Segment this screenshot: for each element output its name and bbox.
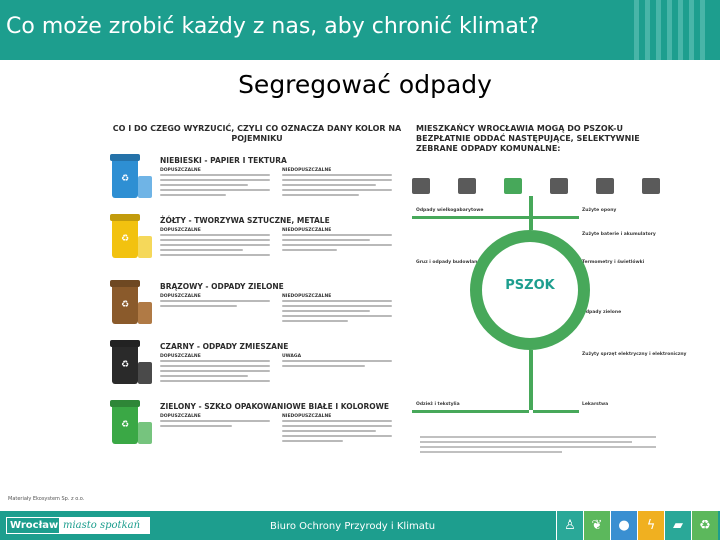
black-bin-icon: ♻ <box>112 344 138 384</box>
brown-bin-icon: ♻ <box>112 284 138 324</box>
item-label: Zużyte baterie i akumulatory <box>582 232 656 237</box>
allowed-heading: DOPUSZCZALNE <box>160 228 201 233</box>
bookcase-icon <box>458 178 476 194</box>
recycle-icon: ♻ <box>691 511 718 540</box>
bin-label: BRĄZOWY - ODPADY ZIELONE <box>160 282 284 291</box>
bin-row-yellow <box>112 216 402 274</box>
allowed-list <box>160 300 270 336</box>
item-label: Zużyte opony <box>582 208 617 213</box>
allowed-list <box>160 174 270 210</box>
slide-subtitle: Segregować odpady <box>238 70 492 99</box>
connector-line <box>533 216 579 219</box>
footer-office-name: Biuro Ochrony Przyrody i Klimatu <box>270 521 436 532</box>
paint-can-icon <box>596 178 614 194</box>
forbidden-heading: NIEDOPUSZCZALNE <box>282 414 332 419</box>
forbidden-heading: NIEDOPUSZCZALNE <box>282 294 332 299</box>
connector-line <box>412 216 529 219</box>
person-icon: ♙ <box>556 511 583 540</box>
footer-icons <box>556 511 720 540</box>
forbidden-list <box>282 420 392 456</box>
logo-city: Wrocław <box>7 518 59 533</box>
brown-bin-small-icon <box>138 302 152 324</box>
allowed-list <box>160 360 270 396</box>
item-label: Gruz i odpady budowlane <box>416 260 481 265</box>
header-decoration <box>634 0 714 60</box>
allowed-heading: DOPUSZCZALNE <box>160 354 201 359</box>
forbidden-heading: NIEDOPUSZCZALNE <box>282 168 332 173</box>
yellow-bin-small-icon <box>138 236 152 258</box>
black-bin-small-icon <box>138 362 152 384</box>
bin-row-brown <box>112 282 402 340</box>
bin-label: CZARNY - ODPADY ZMIESZANE <box>160 342 289 351</box>
battery-icon <box>642 178 660 194</box>
connector-line <box>412 410 529 413</box>
bin-row-green <box>112 402 402 460</box>
connector-line <box>529 350 533 410</box>
connector-line <box>533 410 579 413</box>
allowed-heading: DOPUSZCZALNE <box>160 168 201 173</box>
green-bin-icon: ♻ <box>112 404 138 444</box>
arrow-down-icon <box>504 178 522 194</box>
pszok-label: PSZOK <box>505 278 555 293</box>
allowed-list <box>160 234 270 270</box>
bin-panel-title: CO I DO CZEGO WYRZUCIĆ, CZYLI CO OZNACZA DANY KOLOR NA POJEMNIKU <box>112 124 402 143</box>
allowed-heading: DOPUSZCZALNE <box>160 294 201 299</box>
logo-slogan: miasto spotkań <box>59 518 149 533</box>
source-note: Materiały Ekosystem Sp. z o.o. <box>8 496 85 502</box>
green-bin-small-icon <box>138 422 152 444</box>
forbidden-list <box>282 234 392 270</box>
pszok-title: MIESZKAŃCY WROCŁAWIA MOGĄ DO PSZOK-U BEZPŁATNIE ODDAĆ NASTĘPUJĄCE, SELEKTYWNIE ZEBRANE ODPADY KOMUNALNE: <box>416 124 640 153</box>
item-label: Termometry i świetlówki <box>582 260 645 265</box>
bin-label: ŻÓŁTY - TWORZYWA SZTUCZNE, METALE <box>160 216 330 225</box>
leaf-icon: ❦ <box>583 511 610 540</box>
yellow-bin-icon: ♻ <box>112 218 138 258</box>
warning-heading: UWAGA <box>282 354 302 359</box>
blue-bin-small-icon <box>138 176 152 198</box>
bin-label: NIEBIESKI - PAPIER I TEKTURA <box>160 156 287 165</box>
item-label: Odzież i tekstylia <box>416 402 460 407</box>
pszok-footnote <box>420 436 656 453</box>
waste-infographic <box>112 120 687 460</box>
wroclaw-logo <box>6 517 150 534</box>
bin-row-black <box>112 342 402 400</box>
forbidden-list <box>282 300 392 336</box>
header-bar <box>0 0 720 60</box>
tire-icon <box>550 178 568 194</box>
allowed-heading: DOPUSZCZALNE <box>160 414 201 419</box>
bin-colors-panel <box>112 120 402 460</box>
warning-list <box>282 360 392 396</box>
bin-row-blue <box>112 156 402 214</box>
bin-label: ZIELONY - SZKŁO OPAKOWANIOWE BIAŁE I KOLOROWE <box>160 402 390 411</box>
footer-bar <box>0 511 720 540</box>
item-label: Odpady zielone <box>582 310 622 315</box>
item-label: Lekarstwa <box>582 402 609 407</box>
forbidden-heading: NIEDOPUSZCZALNE <box>282 228 332 233</box>
allowed-list <box>160 420 270 456</box>
sofa-icon <box>412 178 430 194</box>
blue-bin-icon: ♻ <box>112 158 138 198</box>
item-label: Odpady wielkogabarytowe <box>416 208 484 213</box>
car-icon: ▰ <box>664 511 691 540</box>
drop-icon: ● <box>610 511 637 540</box>
waste-items-icon-strip <box>412 178 660 196</box>
page-title: Co może zrobić każdy z nas, aby chronić klimat? <box>6 14 540 39</box>
forbidden-list <box>282 174 392 210</box>
item-label: Zużyty sprzęt elektryczny i elektroniczny <box>582 352 687 357</box>
pszok-panel <box>412 120 687 460</box>
bolt-icon: ϟ <box>637 511 664 540</box>
connector-line <box>529 196 533 230</box>
